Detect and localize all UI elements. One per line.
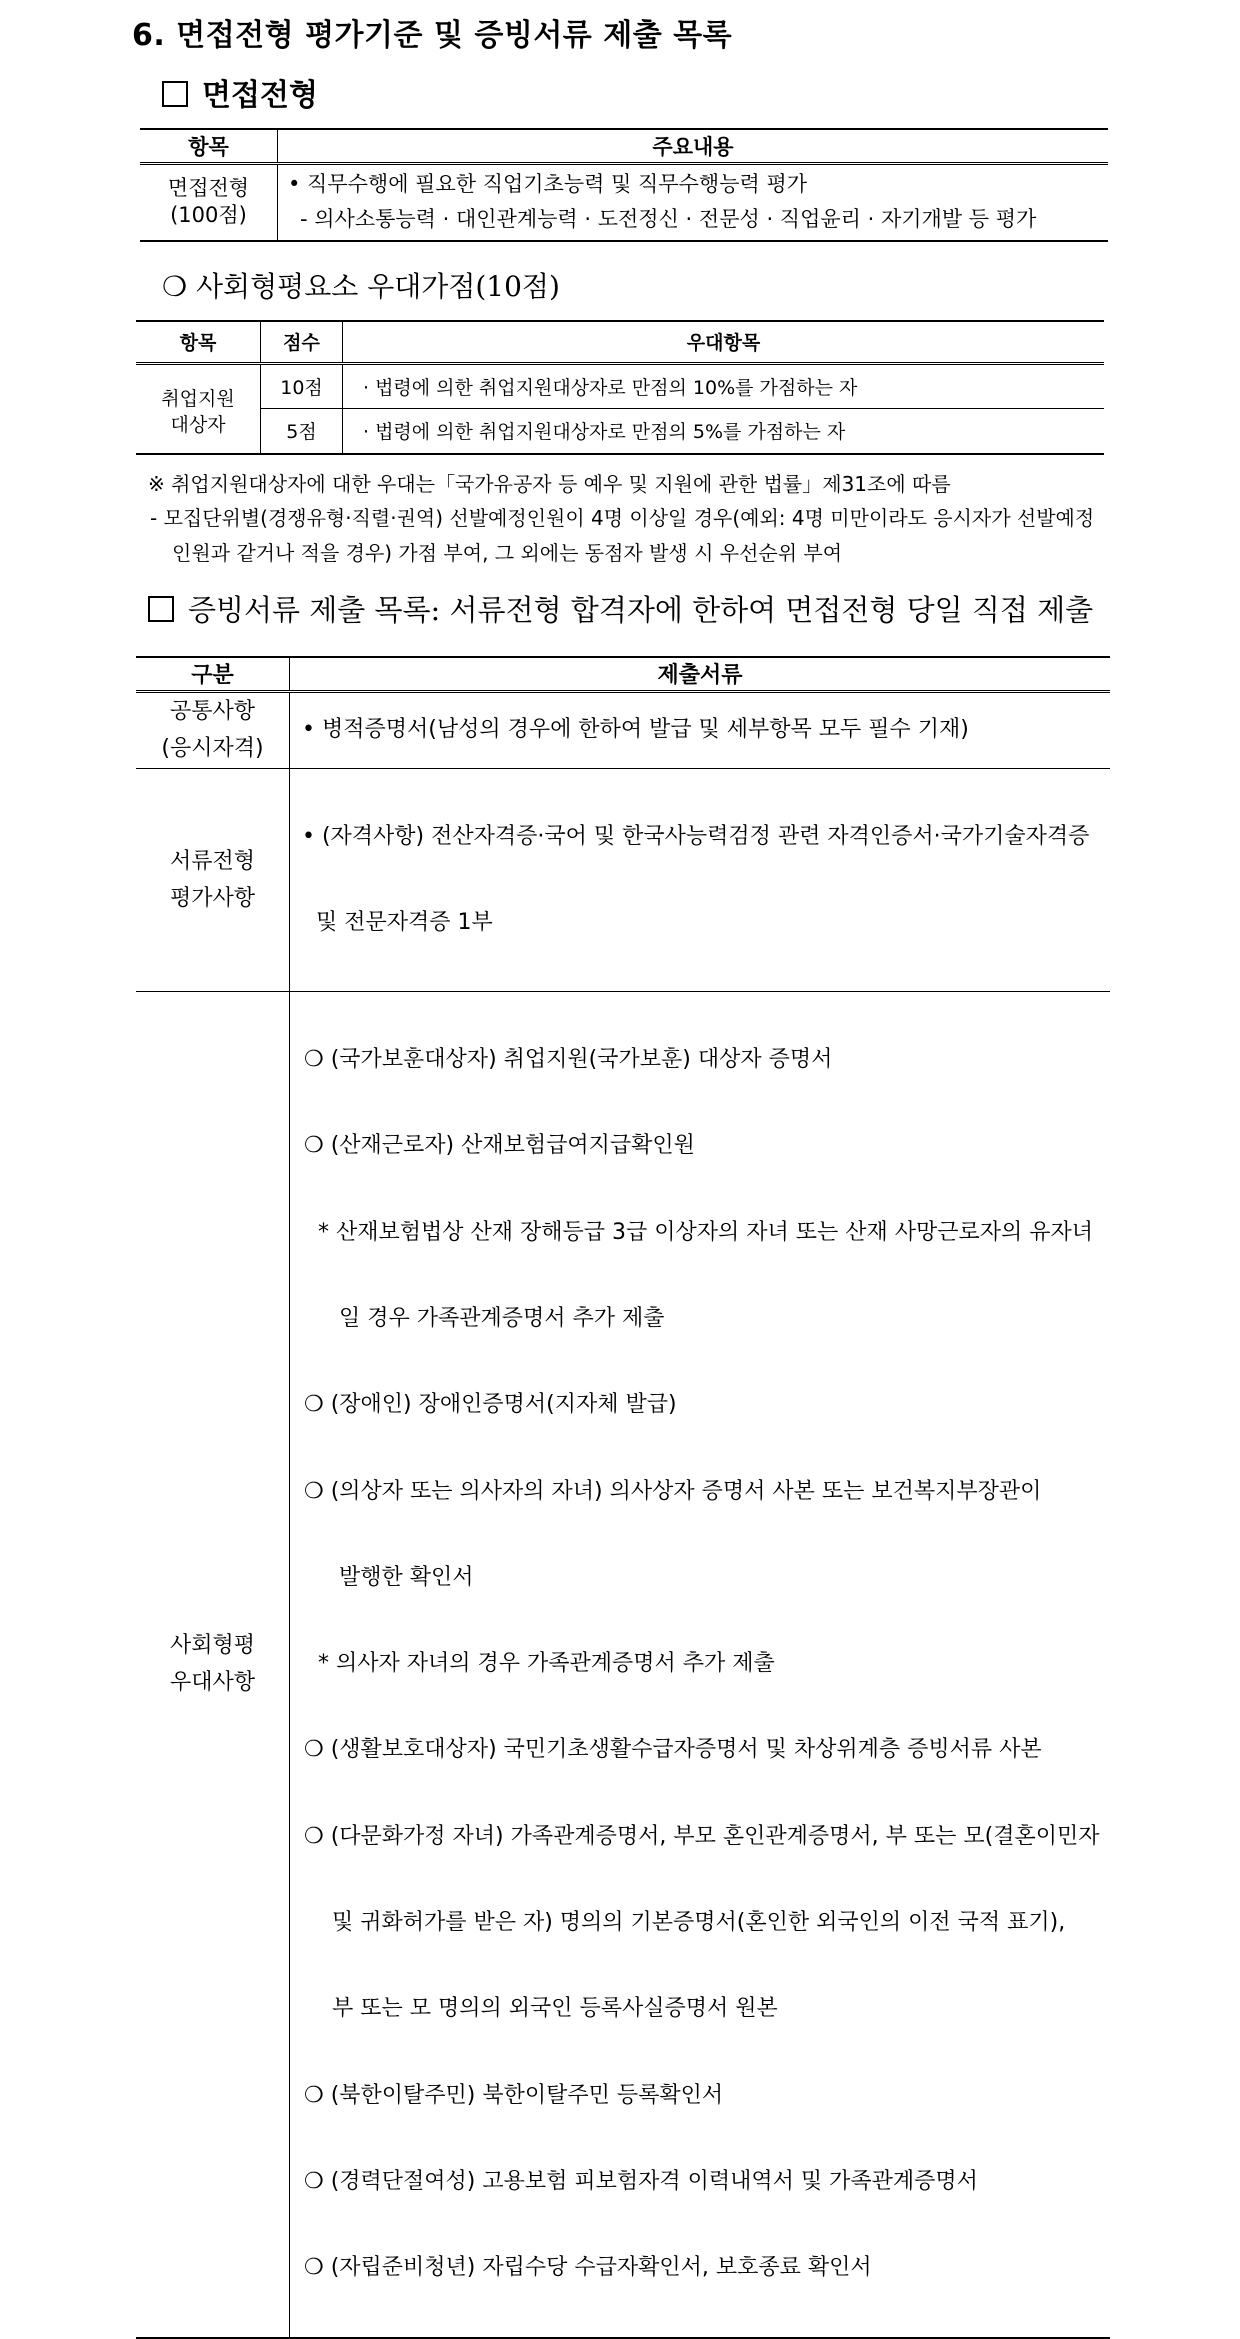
documents-equity-line: 및 귀화허가를 받은 자) 명의의 기본증명서(혼인한 외국인의 이전 국적 표기), — [304, 1910, 1066, 1936]
documents-equity-line: 부 또는 모 명의의 외국인 등록사실증명서 원본 — [304, 1996, 778, 2022]
documents-category-equity-line1: 사회형평 — [169, 1633, 255, 1659]
bonus-header-item: 항목 — [136, 321, 261, 363]
documents-header-docs: 제출서류 — [290, 657, 1111, 691]
interview-row-content — [278, 163, 1109, 241]
interview-header-item: 항목 — [140, 129, 278, 163]
documents-screening-content — [290, 768, 1111, 992]
documents-category-common-line2: (응시자격) — [161, 736, 264, 761]
interview-section-title — [162, 70, 318, 114]
documents-equity-line: ❍ (북한이탈주민) 북한이탈주민 등록확인서 — [304, 2082, 724, 2108]
bonus-header-bonus-item: 우대항목 — [343, 321, 1105, 363]
documents-category-screening-line2: 평가사항 — [169, 885, 255, 911]
documents-category-screening — [136, 768, 290, 992]
interview-row-points: (100점) — [170, 203, 247, 228]
documents-equity-line: ❍ (자립준비청년) 자립수당 수급자확인서, 보호종료 확인서 — [304, 2255, 872, 2281]
page-heading: 6. 면접전형 평가기준 및 증빙서류 제출 목록 — [132, 18, 733, 53]
interview-section-title-text: 면접전형 — [202, 78, 318, 113]
bonus-group-line1: 취업지원 — [161, 387, 235, 410]
bonus-group-cell — [136, 363, 261, 454]
documents-category-screening-line1: 서류전형 — [169, 848, 255, 874]
documents-equity-line: ❍ (다문화가정 자녀) 가족관계증명서, 부모 혼인관계증명서, 부 또는 모(결혼이민자 — [304, 1823, 1100, 1849]
interview-header-content: 주요내용 — [278, 129, 1109, 163]
documents-table — [136, 656, 1110, 2339]
bonus-item-10: · 법령에 의한 취업지원대상자로 만점의 10%를 가점하는 자 — [343, 363, 1105, 408]
documents-equity-line: 일 경우 가족관계증명서 추가 제출 — [304, 1305, 665, 1331]
documents-screening-line2: 및 전문자격증 1부 — [302, 909, 493, 935]
interview-row-name-text: 면접전형 — [167, 176, 250, 201]
documents-equity-line: ❍ (경력단절여성) 고용보험 피보험자격 이력내역서 및 가족관계증명서 — [304, 2168, 978, 2194]
bonus-header-score: 점수 — [261, 321, 343, 363]
documents-category-equity-line2: 우대사항 — [169, 1670, 255, 1696]
documents-equity-content — [290, 992, 1111, 2338]
documents-common-content — [290, 691, 1111, 768]
documents-equity-line: ❍ (국가보훈대상자) 취업지원(국가보훈) 대상자 증명서 — [304, 1047, 833, 1073]
documents-equity-line: * 의사자 자녀의 경우 가족관계증명서 추가 제출 — [304, 1651, 775, 1677]
interview-row-line1: • 직무수행에 필요한 직업기초능력 및 직무수행능력 평가 — [288, 172, 808, 197]
bonus-note-1: ※ 취업지원대상자에 대한 우대는「국가유공자 등 예우 및 지원에 관한 법률」제31조에 따름 — [148, 472, 951, 496]
documents-equity-line: 발행한 확인서 — [304, 1564, 474, 1590]
interview-table — [140, 128, 1108, 242]
documents-equity-line: ❍ (산재근로자) 산재보험급여지급확인원 — [304, 1133, 695, 1159]
checkbox-square-icon — [148, 596, 174, 622]
bonus-table — [136, 320, 1104, 455]
interview-row-name — [140, 163, 278, 241]
bonus-score-5: 5점 — [261, 408, 343, 454]
bonus-item-5: · 법령에 의한 취업지원대상자로 만점의 5%를 가점하는 자 — [343, 408, 1105, 454]
documents-equity-line: ❍ (장애인) 장애인증명서(지자체 발급) — [304, 1392, 677, 1418]
documents-header-category: 구분 — [136, 657, 290, 691]
checkbox-square-icon — [162, 81, 188, 107]
documents-equity-line: * 산재보험법상 산재 장해등급 3급 이상자의 자녀 또는 산재 사망근로자의 유자녀 — [304, 1219, 1093, 1245]
documents-section-title — [148, 588, 1093, 629]
documents-category-common-line1: 공통사항 — [169, 699, 255, 724]
bonus-note-3: 인원과 같거나 적을 경우) 가점 부여, 그 외에는 동점자 발생 시 우선순위 부여 — [172, 541, 843, 565]
bonus-group-line2: 대상자 — [170, 413, 226, 436]
documents-category-equity — [136, 992, 290, 2338]
bonus-note-2: - 모집단위별(경쟁유형·직렬·권역) 선발예정인원이 4명 이상일 경우(예외: 4명 미만이라도 응시자가 선발예정 — [150, 506, 1095, 530]
documents-category-common — [136, 691, 290, 768]
interview-row-line2: - 의사소통능력 · 대인관계능력 · 도전정신 · 전문성 · 직업윤리 · 자기개발 등 평가 — [300, 207, 1037, 232]
documents-section-title-text: 증빙서류 제출 목록: 서류전형 합격자에 한하여 면접전형 당일 직접 제출 — [188, 593, 1094, 627]
documents-screening-line1: • (자격사항) 전산자격증·국어 및 한국사능력검정 관련 자격인증서·국가기술자격증 — [302, 823, 1090, 849]
documents-equity-line: ❍ (의상자 또는 의사자의 자녀) 의사상자 증명서 사본 또는 보건복지부장관이 — [304, 1478, 1042, 1504]
documents-equity-line: ❍ (생활보호대상자) 국민기초생활수급자증명서 및 차상위계층 증빙서류 사본 — [304, 1737, 1042, 1763]
bonus-section-title: ❍ 사회형평요소 우대가점(10점) — [162, 270, 560, 303]
bonus-score-10: 10점 — [261, 363, 343, 408]
documents-common-line: • 병적증명서(남성의 경우에 한하여 발급 및 세부항목 모두 필수 기재) — [302, 716, 969, 742]
